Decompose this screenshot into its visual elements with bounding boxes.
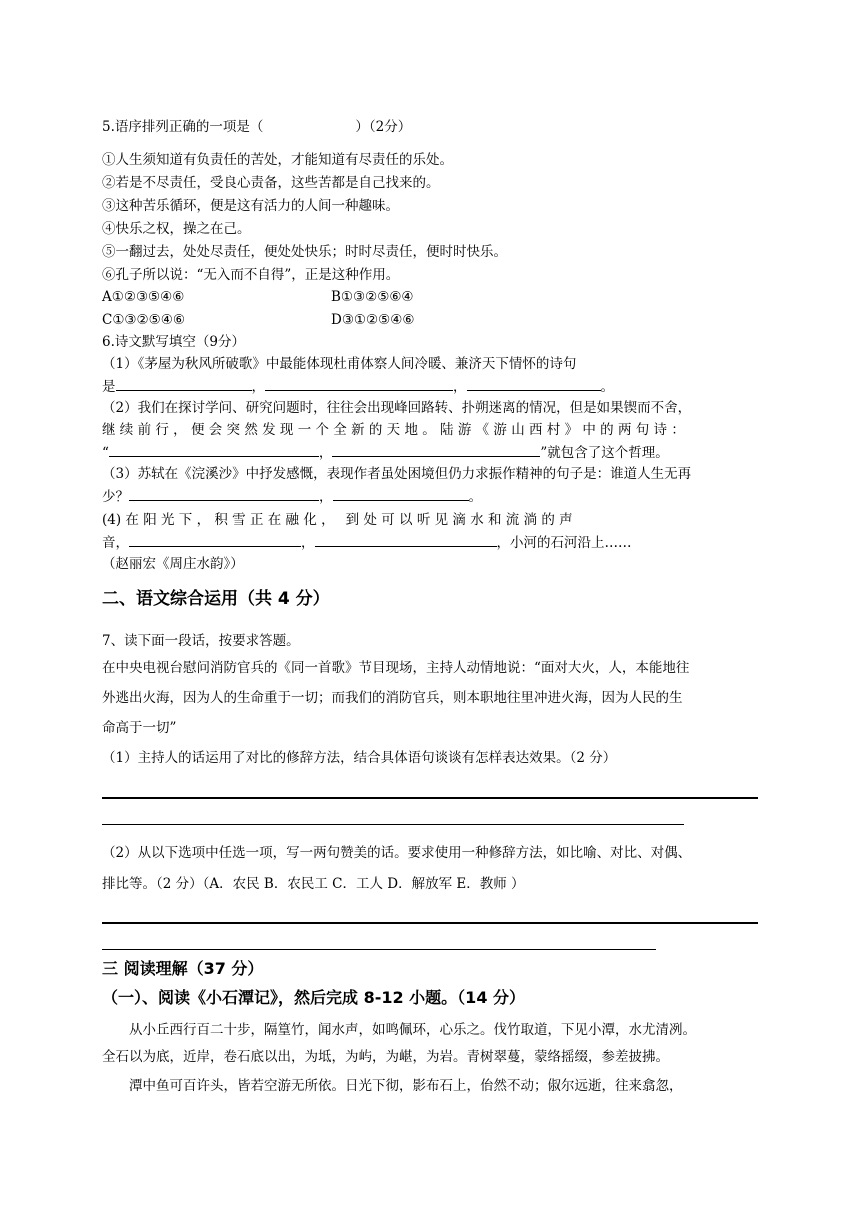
q6-part4-source: （赵丽宏《周庄水韵》） [102,556,244,572]
q6-blank-7[interactable] [333,487,469,501]
section3-subheading: （一）、阅读《小石潭记》，然后完成 8-12 小题。（14 分） [102,988,526,1007]
section3-heading: 三 阅读理解（37 分） [102,959,264,978]
answer-line-thin[interactable] [102,824,684,825]
q6-part1-line2 [102,377,614,396]
q6-part2-line3 [102,443,669,462]
answer-line-thin[interactable] [102,949,656,950]
reading-para2-line1: 潭中鱼可百许头，皆若空游无所依。日光下彻，影布石上，佁然不动；俶尔远逝，往来翕忽， [129,1078,683,1094]
q6-part2-line2: 继 续 前 行 ， 便 会 突 然 发 现 一 个 全 新 的 天 地 。 陆 游 《 游 山 西 村 》 中 的 两 句 诗 ： [102,422,685,438]
q6-part1-prefix: 是 [102,379,116,395]
section2-heading: 二、语文综合运用（共 4 分） [102,589,330,609]
q5-stem [102,118,411,136]
q6-blank-3[interactable] [467,377,601,391]
q6-part3-line2 [102,487,482,506]
answer-line-thick[interactable] [102,922,758,924]
q5-option-c[interactable]: C①③②⑤④⑥ [102,312,185,328]
q6-part1-line1: （1）《茅屋为秋风所破歌》中最能体现杜甫体察人间冷暖、兼济天下情怀的诗句 [102,356,577,372]
q6-period: 。 [600,379,614,395]
q6-blank-6[interactable] [129,487,319,501]
q7-sub2-line1: （2）从以下选项中任选一项，写一两句赞美的话。要求使用一种修辞方法，如比喻、对比、对偶、 [102,845,692,861]
q6-comma: ， [301,535,315,551]
q6-blank-2[interactable] [265,377,453,391]
q5-stem-before: 5.语序排列正确的一项是（ [102,119,264,135]
q6-title: 6.诗文默写填空（9分） [102,334,245,350]
q6-open-quote: “ [102,445,109,461]
q7-passage-line3: 命高于一切” [102,720,177,736]
q6-blank-5[interactable] [332,443,540,457]
q5-stem-after: ）（2分） [355,119,412,135]
q5-item-6: ⑥孔子所以说：“无入而不自得”，正是这种作用。 [102,267,400,283]
q6-period: 。 [468,489,482,505]
q5-option-a[interactable]: A①②③⑤④⑥ [102,289,185,305]
q6-part2-line1: （2）我们在探讨学问、研究问题时，往往会出现峰回路转、扑朔迷离的情况，但是如果锲而不舍， [102,400,692,416]
q5-option-d[interactable]: D③①②⑤④⑥ [331,312,415,328]
q5-item-3: ③这种苦乐循环，便是这有活力的人间一种趣味。 [102,198,399,214]
q6-comma: ， [319,489,333,505]
q7-sub1: （1）主持人的话运用了对比的修辞方法，结合具体语句谈谈有怎样表达效果。（2 分） [102,750,617,766]
answer-line-thick[interactable] [102,797,758,799]
q5-item-4: ④快乐之权，操之在己。 [102,221,251,237]
q6-comma: ， [251,379,265,395]
q5-item-1: ①人生须知道有负责任的苦处，才能知道有尽责任的乐处。 [102,152,453,168]
reading-para1-line2: 全石以为底，近岸，卷石底以出，为坻，为屿，为嵁，为岩。青树翠蔓，蒙络摇缀，参差披拂。 [102,1049,669,1065]
q6-part2-suffix: ”就包含了这个哲理。 [540,445,669,461]
q5-option-b[interactable]: B①③②⑤⑥④ [331,289,414,305]
q6-part4-line2 [102,533,632,552]
q5-item-5: ⑤一翻过去，处处尽责任，便处处快乐；时时尽责任，便时时快乐。 [102,244,507,260]
q6-blank-8[interactable] [129,533,301,547]
reading-para1-line1: 从小丘西行百二十步，隔篁竹，闻水声，如鸣佩环，心乐之。伐竹取道，下见小潭，水尤清冽。 [129,1022,696,1038]
q6-part4-suffix: ，小河的石河沿上…… [496,535,632,551]
q6-part4-prefix: 音， [102,535,129,551]
q6-comma: ， [318,445,333,461]
q7-passage-line2: 外逃出火海，因为人的生命重于一切；而我们的消防官兵，则本职地往里冲进火海，因为人民的生 [102,690,683,706]
q7-title: 7、读下面一段话，按要求答题。 [102,633,300,649]
q6-blank-4[interactable] [109,443,319,457]
q6-part3-prefix: 少？ [102,489,129,505]
q7-sub2-line2: 排比等。（2 分）（A．农民 B．农民工 C．工人 D．解放军 E．教师 ） [102,876,525,892]
q6-blank-9[interactable] [315,533,497,547]
q6-part4-line1: (4) 在 阳 光 下 ， 积 雪 正 在 融 化 ， 到 处 可 以 听 见 滴 水 和 流 淌 的 声 [102,512,573,528]
q6-blank-1[interactable] [116,377,252,391]
q5-item-2: ②若是不尽责任，受良心责备，这些苦都是自己找来的。 [102,175,440,191]
q6-comma: ， [453,379,467,395]
q6-part3-line1: （3）苏轼在《浣溪沙》中抒发感慨，表现作者虽处困境但仍力求振作精神的句子是：谁道人生无再 [102,466,692,482]
q7-passage-line1: 在中央电视台慰问消防官兵的《同一首歌》节目现场，主持人动情地说：“面对大火，人，本能地往 [102,660,690,676]
